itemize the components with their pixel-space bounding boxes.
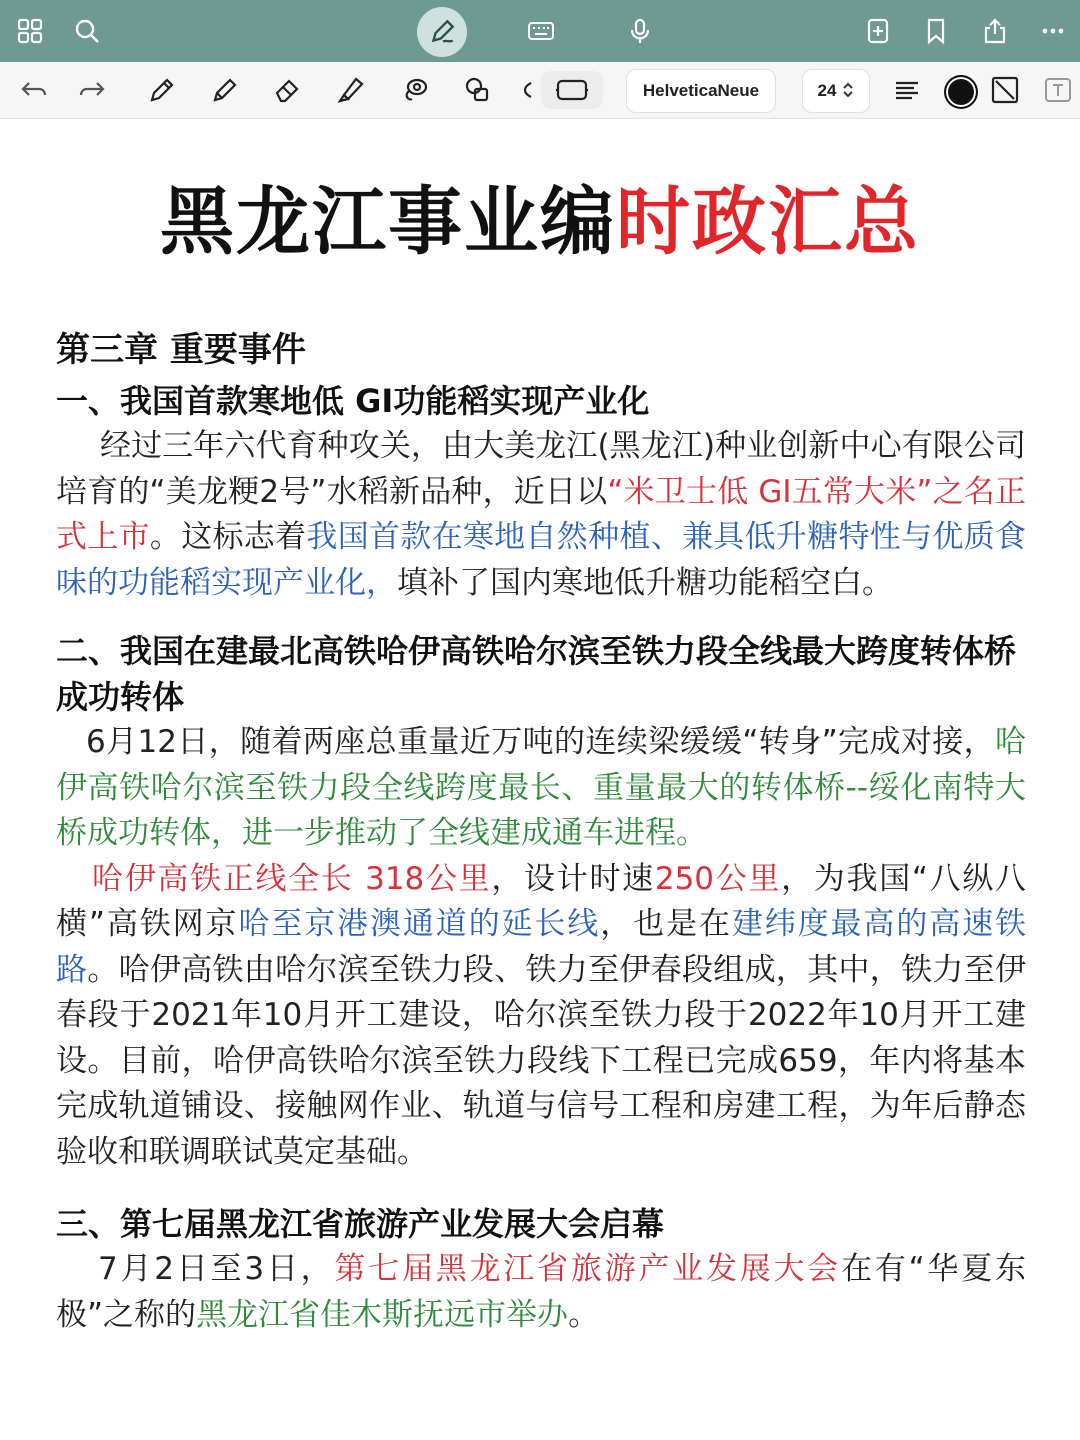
shapes-tool-icon[interactable] — [460, 72, 496, 108]
document-content — [56, 326, 1026, 1338]
text-box-tool-button[interactable] — [541, 71, 603, 109]
chapter-heading: 第三章 重要事件 — [56, 330, 306, 370]
text-run: ，为我国“八纵八横”高铁网京 — [56, 860, 1027, 942]
section-2-heading: 二、我国在建最北高铁哈伊高铁哈尔滨至铁力段全线最大跨度转体桥成功转体 — [56, 632, 1017, 716]
title-black-part: 黑龙江事业编 — [160, 179, 616, 265]
text-run: 经过三年六代育种攻关，由大美龙江(黑龙江)种业创新中心有限公司培育的“美龙粳2号”水稻新品种，近日以 — [56, 428, 1026, 510]
section-2-paragraph-2 — [56, 857, 1026, 1176]
text-run: ，设计时速 — [491, 860, 655, 897]
pencil-tool-icon[interactable] — [207, 72, 243, 108]
highlight-green: 哈伊高铁哈尔滨至铁力段全线跨度最长、重量最大的转体桥--绥化南特大桥成功转体，进一步推动了全线建成通车进程。 — [56, 724, 1026, 851]
text-run: 7月2日至3日， — [98, 1251, 335, 1287]
pen-tool-icon[interactable] — [144, 72, 180, 108]
text-style-icon[interactable] — [1040, 72, 1076, 108]
pen-mode-button[interactable] — [417, 7, 467, 57]
bookmark-icon[interactable] — [916, 11, 956, 51]
font-size-label: 24 — [817, 81, 837, 100]
partial-tool-icon[interactable] — [515, 72, 537, 108]
text-run: 6月12日，随着两座总重量近万吨的连续梁缓缓“转身”完成对接， — [86, 724, 995, 760]
highlight-red: 250公里 — [654, 860, 782, 897]
text-run: 。这标志着 — [149, 519, 307, 555]
text-run: ，也是在 — [600, 906, 732, 942]
text-run: 在有“华夏东极”之称的 — [56, 1251, 1027, 1333]
section-1-paragraph — [56, 424, 1026, 606]
keyboard-icon[interactable] — [521, 11, 561, 51]
undo-icon[interactable] — [16, 72, 52, 108]
text-box-icon — [555, 78, 589, 102]
section-2-paragraph-1 — [56, 720, 1026, 857]
highlighter-tool-icon[interactable] — [333, 72, 369, 108]
highlight-green: 黑龙江省佳木斯抚远市举办 — [196, 1296, 569, 1333]
title-red-part: 时政汇总 — [616, 179, 920, 265]
section-3-paragraph — [56, 1247, 1026, 1338]
highlight-red: 哈伊高铁正线全长 318公里 — [92, 860, 492, 897]
font-family-button[interactable] — [626, 69, 776, 113]
microphone-icon[interactable] — [620, 11, 660, 51]
share-icon[interactable] — [975, 11, 1015, 51]
redo-icon[interactable] — [74, 72, 110, 108]
lasso-tool-icon[interactable] — [397, 72, 433, 108]
grid-icon[interactable] — [10, 11, 50, 51]
top-app-bar — [0, 0, 1080, 62]
text-run: 。 — [568, 1296, 600, 1333]
align-icon[interactable] — [889, 72, 925, 108]
highlight-blue: 我国首款在寒地自然种植、兼具低升糖特性与优质食味的功能稻实现产业化， — [56, 519, 1027, 601]
pen-icon — [427, 17, 457, 47]
section-1-heading: 一、我国首款寒地低 GI功能稻实现产业化 — [56, 382, 650, 420]
section-3-heading: 三、第七届黑龙江省旅游产业发展大会启幕 — [56, 1205, 665, 1243]
add-page-icon[interactable] — [858, 11, 898, 51]
search-icon[interactable] — [67, 11, 107, 51]
stroke-style-icon[interactable] — [987, 72, 1023, 108]
eraser-tool-icon[interactable] — [270, 72, 306, 108]
color-swatch-black[interactable] — [944, 75, 978, 109]
document-title — [0, 180, 1080, 264]
highlight-red: “米卫士低 GI五常大米”之名正式上市 — [56, 473, 1027, 555]
highlight-blue: 建纬度最高的高速铁路 — [56, 906, 1027, 988]
chevron-updown-icon — [842, 81, 854, 102]
font-size-button[interactable] — [802, 69, 870, 113]
tool-palette — [0, 62, 1080, 119]
text-run: 。哈伊高铁由哈尔滨至铁力段、铁力至伊春段组成，其中，铁力至伊春段于2021年10月开工建设，哈尔滨至铁力段于2022年10月开工建设。目前，哈伊高铁哈尔滨至铁力段线下工程已完成659，年内将基本完成轨道铺设、接触网作业、轨道与信号工程和房建工程，为年后静态验收和联调联试莫定基础。 — [56, 951, 1027, 1170]
font-family-label: HelveticaNeue — [642, 81, 760, 100]
more-icon[interactable] — [1033, 11, 1073, 51]
document-page — [0, 118, 1080, 1440]
highlight-red: 第七届黑龙江省旅游产业发展大会 — [334, 1251, 842, 1287]
text-run: 填补了国内寒地低升糖功能稻空白。 — [397, 564, 893, 601]
highlight-blue: 哈至京港澳通道的延长线 — [238, 906, 601, 942]
